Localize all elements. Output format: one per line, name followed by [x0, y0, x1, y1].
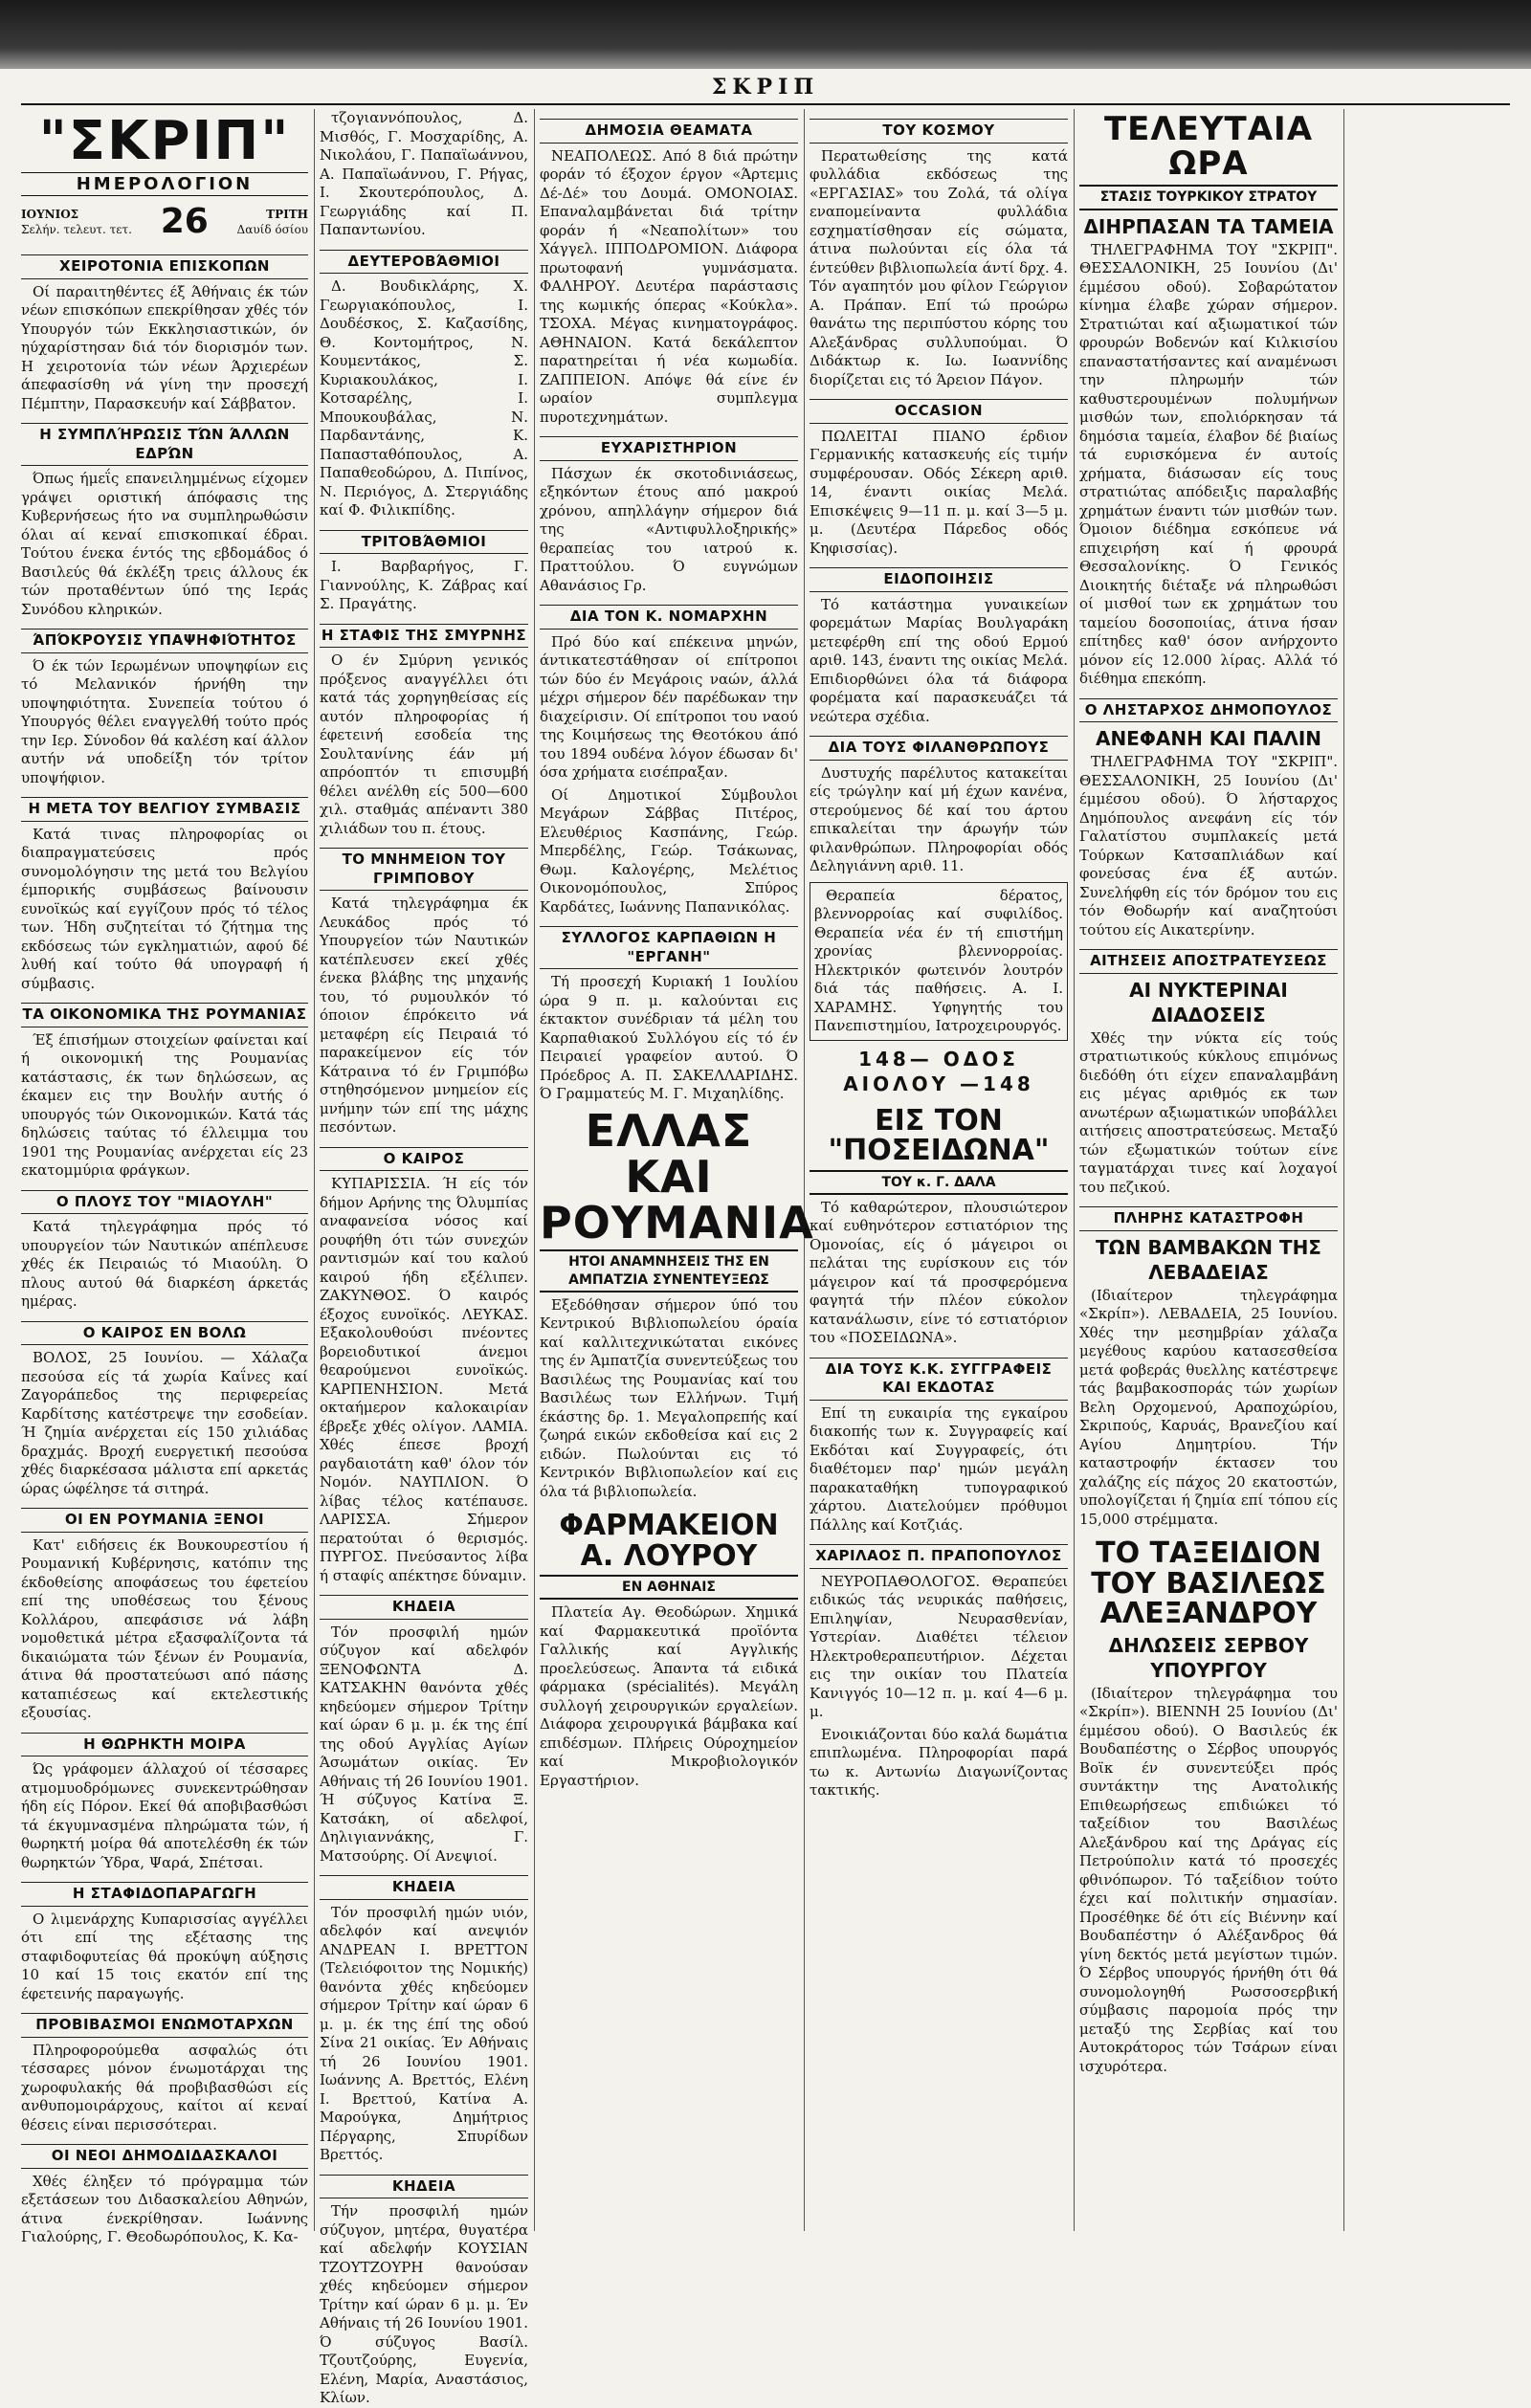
article	[1079, 1206, 1338, 1231]
article-headline: ΠΛΗΡΗΣ ΚΑΤΑΣΤΡΟΦΗ	[1079, 1206, 1338, 1231]
article-headline: ΔΙΑ ΤΟΥΣ ΦΙΛΑΝΘΡΩΠΟΥΣ	[810, 736, 1068, 761]
article-body: Οί παραιτηθέντες έξ Άθήναις έκ τών νέων επισκόπων επεκρίθησαν χθές τόν Υπουργόν τών Εκκλησιαστικών, όν ηύχαρίστησαν διά τόν διορισμόν των. Η χειροτονία τών νέων Άρχιερέων άπεφασίσθη νά γίνη την προσεχή Πέμπτην, Παρασκευήν καί Σάββατον.	[21, 282, 308, 412]
article-body: Εξεδόθησαν σήμερον ύπό του Κεντρικού Βιβλιοπωλείου όραία καί καλλιτεχνικώταται εικόνες της έν Άμπατζία συνεντεύξεως του Βασιλέως της Ρουμανίας καί του Βασιλέως των Ελλήνων. Τιμή έκάστης δρ. 1. Μεγαλοπρεπής καί ζωηρά εικών εκδοθείσα καί εις 2 ειδών. Πωλούνται εις τό Κεντρικόν Βιβλιοπωλείον καί εις όλα τά βιβλιοπωλεία.	[540, 1295, 798, 1500]
column-divider	[1343, 109, 1344, 2231]
date-weekday: ΤΡΙΤΗ	[266, 208, 308, 222]
article-headline: ΟΙ ΝΕΟΙ ΔΗΜΟΔΙΔΑΣΚΑΛΟΙ	[21, 2144, 308, 2169]
article-headline: ΔΕΥΤΕΡΟΒΆΘΜΙΟΙ	[320, 250, 528, 275]
article	[810, 1544, 1068, 1722]
article	[540, 1296, 798, 1502]
article-body: Κατά τηλεγράφημα έκ Λευκάδος πρός τό Υπουργείον τών Ναυτικών κατέπλευσεν εκεί χθές ένεκα βλάβης της μηχανής του, τό ρυμουλκόν τό όποιον έπρόκειτο νά μεταφέρη είς Πειραιά τό παρακείμενον είς τόν Κάτραινα τό έν Γριμπόβω στηθησόμενον μνημείον είς μνήμην τών επί της μάχης πεσόντων.	[320, 895, 528, 1136]
article	[810, 1199, 1068, 1348]
article-body: Κατ' ειδήσεις έκ Βουκουρεστίου ή Ρουμανική Κυβέρνησις, κατόπιν της έκδοθείσης αποφάσεως του έφετείου επί της υποθέσεως του ξένους Κολλάρου, απεφάσισε νά λάβη νομοθετικά μέτρα εξασφαλίζοντα τά δικαιώματα τών ξένων έν Ρουμανία, άτινα θά προστατεύωσι από πάσης καταπιέσεως καί εκτελεστικής εξουσίας.	[21, 1535, 308, 1722]
article	[810, 1358, 1068, 1535]
article	[320, 1595, 528, 1866]
article	[540, 436, 798, 595]
article-body: Τήν προσφιλή ημών σύζυγον, μητέρα, θυγατέρα καί αδελφήν ΚΟΥΣΙΑΝ ΤΖΟΥΤΖΟΥΡΗ θανούσαν χθές κηδεύομεν σήμερον Τρίτην καί ώραν 6 μ. μ. Έν Αθήναις τή 26 Ιουνίου 1901. Ό σύζυγος Βασίλ. Τζουτζούρης, Ευγενία, Ελένη, Μαρία, Αναστάσιος, Κλίων.	[320, 2202, 528, 2406]
article-body: ΝΕΑΠΟΛΕΩΣ. Από 8 διά πρώτην φοράν τό έξοχον έργον «Άρτεμις Δέ-Δέ» του Δουμά. ΟΜΟΝΟΙΑΣ. Επαναλαμβάνεται διά τρίτην φοράν ή «Νεαπολίτων» του Χάγγελ. ΙΠΠΟΔΡΟΜΙΟΝ. Διάφορα πρωτοφανή γυμνάσματα. ΦΑΛΗΡΟΥ. Δευτέρα παράστασις της κωμικής όπερας «Κούκλα». ΤΣΟΧΑ. Μέγας κινηματογράφος. ΑΘΗΝΑΙΟΝ. Κατά δεκάλεπτον παρατηρείται ή νέα κωμωδία. ΖΑΠΠΕΙΟΝ. Απόψε θά είνε έν ωραίον συμπλεγμα πυροτεχνημάτων.	[540, 146, 798, 426]
article	[810, 119, 1068, 389]
article-headline: Ο ΚΑΙΡΟΣ	[320, 1147, 528, 1172]
article-headline: Η ΣΤΑΦΙΔΟΠΑΡΑΓΩΓΗ	[21, 1882, 308, 1907]
article	[320, 624, 528, 839]
article-body: Οί Δημοτικοί Σύμβουλοι Μεγάρων Σάββας Πιτέρος, Ελευθέριος Κασπάνης, Γεώρ. Μπερδέλης, Γεώρ. Τσάκωνας, Θωμ. Καλογέρης, Μελέτιος Οικονομόπουλος, Σπύρος Καρδάτες, Ιωάννης Παπανικόλας.	[540, 785, 798, 916]
article	[1079, 241, 1338, 689]
article	[810, 882, 1068, 1041]
article	[320, 250, 528, 520]
clinic-ad: Θεραπεία δέρατος, βλεννορροίας καί συφιλίδος. Θεραπεία νέα έν τή επιστήμη χρονίας βλεννορροίας. Ηλεκτρικόν φωτεινόν λουτρόν διά τάς παθήσεις. Α. Ι. ΧΑΡΑΜΗΣ. Υφηγητής του Πανεπιστημίου, Ιατροχειρουργός.	[810, 882, 1068, 1041]
article-body: Ώς γράφομεν άλλαχού οί τέσσαρες ατμομυοδρόμωνες συνεκεντρώθησαν ήδη είς Πόρον. Εκεί θά αποβιβασθώσι τά έκγυμνασμένα πληρώματα τών, ή θωρηκτή μοίρα θά αποτελέσθη έκ τών θωρηκτών Ύδρα, Ψαρά, Σπέτσαι.	[21, 1760, 308, 1871]
article-headline: ΧΕΙΡΟΤΟΝΙΑ ΕΠΙΣΚΟΠΩΝ	[21, 254, 308, 279]
column-3-articles	[540, 119, 814, 1790]
article	[1079, 110, 1338, 183]
article-headline: ΑΙΤΗΣΕΙΣ ΑΠΟΣΤΡΑΤΕΥΣΕΩΣ	[1079, 949, 1338, 974]
article-headline: ΠΡΟΒΙΒΑΣΜΟΙ ΕΝΩΜΟΤΑΡΧΩΝ	[21, 2013, 308, 2038]
article	[810, 1170, 1068, 1195]
article-body: Πρό δύο καί επέκεινα μηνών, άντικατεστάθησαν οί επίτροποι τών δύο έν Μεγάροις ναών, άλλά μέχρι σήμερον δέν παρέδωκαν την διαχείρισιν. Οί επίτροποι του ναού της Κοιμήσεως της Θεοτόκου άπό του 1894 ουδένα λόγον έδωσαν δι' όσα χρήματα εισέπραξαν.	[540, 632, 798, 781]
article-body: Τή προσεχή Κυριακή 1 Ιουλίου ώρα 9 π. μ. καλούνται εις έκτακτον συνέδριαν τά μέλη του Καρπαθιακού Συλλόγου είς τό έν Πειραιεί γραφείον αυτού. Ό Πρόεδρος Α. Π. ΣΑΚΕΛΛΑΡΙΔΗΣ. Ό Γραμματεύς Μ. Γ. Μιχαηλίδης.	[540, 973, 798, 1102]
banner-headline: ΕΝ ΑΘΗΝΑΙΣ	[540, 1575, 798, 1600]
sub-headline: ΑΙ ΝΥΚΤΕΡΙΝΑΙ ΔΙΑΔΟΣΕΙΣ	[1129, 978, 1288, 1027]
running-head: ΣΚΡΙΠ	[711, 75, 820, 99]
article	[810, 567, 1068, 726]
article-body: Ενοικιάζονται δύο καλά δωμάτια επιπλωμένα. Πληροφορίαι παρά τω κ. Αντωνίω Διαγωνίζοντας τακτικής.	[810, 1725, 1068, 1800]
article-headline: ΚΗΔΕΙΑ	[320, 1875, 528, 1900]
article	[1079, 978, 1338, 1027]
article	[21, 2013, 308, 2134]
article-headline: ΆΠΌΚΡΟΥΣΙΣ ΥΠΑΨΗΦΙΌΤΗΤΟΣ	[21, 629, 308, 653]
article-body: Τόν προσφιλή ημών υιόν, αδελφόν καί ανεψιόν ΑΝΔΡΕΑΝ Ι. ΒΡΕΤΤΟΝ (Τελειόφοιτον της Νομικής) θανόντα χθές κηδεύομεν σήμερον Τρίτην καί ώραν 6 μ. μ. έκ της έπί της οδού Σίνα 21 οικίας. Έν Αθήναις τή 26 Ιουνίου 1901. Ιωάννης Α. Βρεττός, Ελένη Ι. Βρεττού, Κατίνα Α. Μαρούγκα, Δημήτριος Πέργαρης, Σπυρίδων Βρεττός.	[320, 1903, 528, 2163]
article	[540, 926, 798, 1104]
column-divider	[804, 109, 805, 2231]
masthead-subtitle: ΗΜΕΡΟΛΟΓΙΟΝ	[21, 172, 308, 196]
date-day: 26	[160, 202, 209, 242]
article-body: Ο έν Σμύρνη γενικός πρόξενος αναγγέλλει ότι κατά τάς χορηγηθείσας είς αυτόν πληροφορίας ή έφετεινή εσοδεία της Σουλτανίνης έάν μή απρόοπτόν τι επισυμβή θέλει ανέλθη είς 500—600 χιλ. σταθμάς απέναντι 380 χιλιάδων του π. έτους.	[320, 652, 528, 837]
column-6	[1349, 109, 1510, 2231]
article	[21, 423, 308, 619]
article-body: Πλατεία Αγ. Θεοδώρων. Χημικά καί Φαρμακευτικά προϊόντα Γαλλικής καί Αγγλικής προελεύσεως. Άπαντα τά ειδικά φάρμακα (spécialités). Μεγάλη συλλογή χειρουργικών εργαλείων. Διάφορα χειρουργικά βάμβακα καί επιδέσμων. Πλήρεις Ούροχημείον καί Μικροβιολογικόν Εργαστήριον.	[540, 1603, 798, 1789]
big-headline: ΕΛΛΑΣ ΚΑΙ ΡΟΥΜΑΝΙΑ	[540, 1104, 814, 1249]
article	[540, 1575, 798, 1600]
column-4-articles	[810, 119, 1068, 1800]
date-moon: Σελήν. τελευτ. τετ.	[21, 222, 132, 236]
article	[21, 1508, 308, 1723]
article-headline: Ο ΠΛΟΥΣ ΤΟΥ "ΜΙΑΟΥΛΗ"	[21, 1190, 308, 1215]
header-rule	[21, 103, 1510, 105]
article-headline: ΔΙΑ ΤΟΥΣ Κ.Κ. ΣΥΓΓΡΑΦΕΙΣ ΚΑΙ ΕΚΔΟΤΑΣ	[810, 1358, 1068, 1401]
article-body: Πάσχων έκ σκοτοδινιάσεως, εξηκόντων έτους από μακρού χρόνου, απηλλάγην σήμερον διά της «Αντιφυλλοξηρικής» θεραπείας του ιατρού κ. Πραττούλου. Ό ευγνώμων Αθανάσιος Γρ.	[540, 464, 798, 594]
article-headline: ΤΟΥ ΚΟΣΜΟΥ	[810, 119, 1068, 144]
article	[540, 1511, 798, 1571]
banner-headline: ΤΟΥ κ. Γ. ΔΑΛΑ	[810, 1170, 1068, 1195]
ad-title: ΕΙΣ ΤΟΝ "ΠΟΣΕΙΔΩΝΑ"	[828, 1103, 1050, 1167]
article	[1079, 1538, 1338, 1629]
article	[21, 1190, 308, 1312]
article	[320, 1875, 528, 2165]
sub-headline: ΤΩΝ ΒΑΜΒΑΚΩΝ ΤΗΣ ΛΕΒΑΔΕΙΑΣ	[1096, 1235, 1321, 1284]
article-body: ΤΗΛΕΓΡΑΦΗΜΑ ΤΟΥ "ΣΚΡΙΠ". ΘΕΣΣΑΛΟΝΙΚΗ, 25 Ιουνίου (Δι' έμμέσου οδού). Σοβαρώτατον κίνημα έλαβε χώραν σήμερον. Στρατιώται καί αξιωματικοί τών φρουρών Βοδενών καί Κιλκισίου επαναστατήσαντες καί αναμένωσι την πληρωμήν τών καθυστερουμένων πολυμήνων μισθών των, επολιόρκησαν τά δημόσια ταμεία, έλαβον δέ βιαίως τά ευρισκόμενα έν αυτοίς χρήματα, διάσωσαν είς τους στρατιώτας απόδειξις παραλαβής χρημάτων έναντι τών μισθών των. Όμοιον διέδημα εσκόπευε νά επιχειρήση καί ή φρουρά Θεσσαλονίκης. Ό Γενικός Διοικητής διέταξε νά πληρωθώσι οί μισθοί των εκ χρημάτων του ταμείου δοσοποιίας, άτινα ήσαν επίτηδες καθ' όσον ανήρχοντο μόνον είς 12.000 λίρας. Αλλά τό διέθημα επεκόπη.	[1079, 240, 1338, 688]
article	[320, 1147, 528, 1586]
article	[21, 797, 308, 993]
big-headline: ΤΕΛΕΥΤΑΙΑ ΩΡΑ	[1103, 110, 1314, 183]
article	[320, 530, 528, 614]
article-body: ΝΕΥΡΟΠΑΘΟΛΟΓΟΣ. Θεραπεύει ειδικώς τάς νευρικάς παθήσεις, Επιληψίαν, Νευρασθενίαν, Υστερίαν. Διαθέτει τέλειον Ηλεκτροθεραπευτήριον. Δέχεται εις την οικίαν του Πλατεία Κανιγγός 10—12 π. μ. καί 4—6 μ. μ.	[810, 1572, 1068, 1721]
column-divider	[314, 109, 315, 2231]
article-body: Τό κατάστημα γυναικείων φορεμάτων Μαρίας Βουλγαράκη μετεφέρθη επί της οδού Ερμού αριθ. 143, έναντι της οικίας Μελά. Επιδιορθώνει όλα τά διάφορα φορέματα καί παρασκευάζει τά νεώτερα σχέδια.	[810, 595, 1068, 725]
article-body: τζογιαννόπουλος, Δ. Μισθός, Γ. Μοσχαρίδης, Α. Νικολάου, Γ. Παπαϊωάννου, Α. Παπαϊωάννου, Γ. Ρήγας, Ι. Σκουτερόπουλος, Δ. Γεωργιάδης καί Π. Παπαντωνίου.	[320, 109, 528, 238]
top-torn-edge	[0, 0, 1531, 69]
article	[21, 1733, 308, 1873]
article-headline: Η ΘΩΡΗΚΤΗ ΜΟΙΡΑ	[21, 1733, 308, 1757]
article	[1079, 726, 1338, 751]
article	[1079, 1633, 1338, 1683]
banner-headline: ΗΤΟΙ ΑΝΑΜΝΗΣΕΙΣ ΤΗΣ ΕΝ ΑΜΠΑΤΖΙΑ ΣΥΝΕΝΤΕΥΞΕΩΣ	[540, 1249, 798, 1292]
article-body: (Ιδιαίτερον τηλεγράφημα «Σκρίπ»). ΛΕΒΑΔΕΙΑ, 25 Ιουνίου. Χθές την μεσημβρίαν χάλαζα μεγέθους καρύου κατασεσθείσα μετά φοβεράς θυελλης κατέστρεψε τάς βαμβακοσποράς τών χωρίων Βελη Ορχομενού, Αραποχώρίου, Σκριπούς, Καρυάς, Βρανεζίου καί Αγίου Δημητρίου. Τήν καταστροφήν έκτασεν του χαλάζης είς πάχος 20 εκατοστών, υπολογίζεται ή ζημία επί τόπου είς 15,000 στρέμματα.	[1079, 1286, 1338, 1528]
column-2	[320, 109, 528, 2406]
masthead-title: "ΣΚΡΙΠ"	[38, 110, 291, 172]
column-5	[1079, 109, 1338, 2231]
article-headline: OCCASION	[810, 399, 1068, 424]
article	[320, 2175, 528, 2408]
article-body: ΒΟΛΟΣ, 25 Ιουνίου. — Χάλαζα πεσούσα είς τά χωρία Καΐνες καί Ζαγοράπεδος της περιφερείας Καρδίτσης κατέστρεψε την εσοδείαν. Ή ζημία ανέρχεται είς 150 χιλιάδας δραχμάς. Βροχή ευεργετική πεσούσα χθές διαρκέσασα μάλιστα επί αρκετάς ώρας ώφέλησε τά σιτηρά.	[21, 1349, 308, 1497]
column-divider	[1074, 109, 1075, 2231]
article-headline: ΣΥΛΛΟΓΟΣ ΚΑΡΠΑΘΙΩΝ Η "ΕΡΓΑΝΗ"	[540, 926, 798, 969]
article-body: Περατωθείσης της κατά φυλλάδια εκδόσεως της «ΕΡΓΑΣΙΑΣ» του Ζολά, τά ολίγα εναπομείναντα φυλλάδια εσχηματίσθησαν είς σώματα, άτινα πωλούνται είς όλα τά έντεύθεν βιβλιοπωλεία άντί δρχ. 4. Τόν αγαπητόν μου φίλον Γεώργιον Α. Πράπαν. Επί τώ προώρω θανάτω της περιπύστου κόρης του Αλεξάνδρας συλλυπούμαι. Ό Διδάκτωρ κ. Ιω. Ιωαννίδης διορίζεται εις τό Άρειον Πάγον.	[810, 146, 1068, 388]
article-headline: ΕΥΧΑΡΙΣΤΗΡΙΟΝ	[540, 436, 798, 461]
article	[810, 736, 1068, 876]
article	[810, 399, 1068, 558]
article-body: Ι. Βαρβαρήγος, Γ. Γιαννούλης, Κ. Ζάβρας καί Σ. Πραγάτης.	[320, 558, 528, 612]
article	[1079, 1685, 1338, 2077]
article-headline: ΚΗΔΕΙΑ	[320, 2175, 528, 2199]
article	[21, 254, 308, 413]
article-headline: ΤΟ ΜΝΗΜΕΙΟΝ ΤΟΥ ΓΡΙΜΠΟΒΟΥ	[320, 848, 528, 891]
article	[540, 1249, 798, 1292]
article-body: ΠΩΛΕΙΤΑΙ ΠΙΑΝΟ έρδιον Γερμανικής κατασκευής είς τιμήν συμφέρουσαν. Οδός Σέκερη αριθ. 14, έναντι οικίας Μελά. Επισκέψεις 9—11 π. μ. καί 3—5 μ. μ. (Δευτέρα Πάρεδος οδός Κηφισσίας).	[810, 427, 1068, 557]
article-headline: ΟΙ ΕΝ ΡΟΥΜΑΝΙΑ ΞΕΝΟΙ	[21, 1508, 308, 1533]
article	[1079, 185, 1338, 210]
article	[1079, 698, 1338, 723]
article	[810, 1103, 1068, 1167]
article-headline: Ο ΛΗΣΤΑΡΧΟΣ ΔΗΜΟΠΟΥΛΟΣ	[1079, 698, 1338, 723]
article-headline: ΔΗΜΟΣΙΑ ΘΕΑΜΑΤΑ	[540, 119, 798, 144]
article	[21, 1003, 308, 1181]
article-headline: ΔΙΑ ΤΟΝ Κ. ΝΟΜΑΡΧΗΝ	[540, 605, 798, 630]
banner-headline: ΣΤΑΣΙΣ ΤΟΥΡΚΙΚΟΥ ΣΤΡΑΤΟΥ	[1079, 185, 1338, 210]
article	[21, 1321, 308, 1499]
dateline	[21, 200, 308, 245]
article	[21, 629, 308, 787]
article	[320, 109, 528, 240]
article	[540, 119, 798, 427]
column-2-articles	[320, 109, 528, 2408]
article	[21, 1882, 308, 2003]
column-1-articles	[21, 254, 308, 2247]
article	[810, 1047, 1068, 1096]
article	[540, 1603, 798, 1790]
column-1	[21, 109, 308, 2246]
article-headline: ΕΙΔΟΠΟΙΗΣΙΣ	[810, 567, 1068, 592]
article-body: Όπως ήμεΐς επανειλημμένως είχομεν γράψει οριστική άπόφασις της Κυβερνήσεως ήτο να συμπληρωθώσιν όλαι αί κεναί επισκοπικαί έδραι. Τούτου ένεκα έντός της εβδομάδος ό Βασιλεύς θά έκλέξη τρεις άλλους έκ τών προταθέντων ύπό της Ιεράς Συνόδου κληρικών.	[21, 470, 308, 618]
article-body: ΚΥΠΑΡΙΣΣΙΑ. Ή είς τόν δήμον Αρήνης της Όλυμπίας αναφανείσα νόσος καί ρουφήθη ότι τών συνεχών ραντισμών καί του καλού καιρού ήδη εξέλιπεν. ΖΑΚΥΝΘΟΣ. Ό καιρός έξοχος ευνοϊκός. ΛΕΥΚΑΣ. Εξακολουθούσι πνέοντες βορειοδυτικοί άνεμοι θεαρούμενοι ευνοϊκώς. ΚΑΡΠΕΝΗΣΙΟΝ. Μετά οκταήμερον καλοκαιρίαν έβρεξε χθές ολίγον. ΛΑΜΙΑ. Χθές έπεσε βροχή ραγδαιοτάτη καθ' όλον τόν Νομόν. ΝΑΥΠΛΙΟΝ. Ό λίβας τέλος κατέπαυσε. ΛΑΡΙΣΣΑ. Σήμερον περατούται ό θερισμός. ΠΥΡΓΟΣ. Πνεύσαντος λίβα ή σταφίς απέκτησε δύναμιν.	[320, 1175, 528, 1584]
article-body: Χθές έληξεν τό πρόγραμμα τών εξετάσεων του Διδασκαλείου Αθηνών, άτινα ένεκρίθησαν. Ιωάννης Γιαλούρης, Γ. Θεοδωρόπουλος, Κ. Κα-	[21, 2172, 308, 2246]
article-body: Πληροφορούμεθα ασφαλώς ότι τέσσαρες μόνον ένωμοτάρχαι της χωροφυλακής θά προβιβασθώσι είς ανθυπομοιράρχους, καίτοι αί κεναί θέσεις είναι περισσότεραι.	[21, 2041, 308, 2133]
article	[1079, 949, 1338, 974]
article-headline: Η ΣΤΑΦΙΣ ΤΗΣ ΣΜΥΡΝΗΣ	[320, 624, 528, 649]
article	[540, 786, 798, 917]
date-saint: Δαυίδ όσίου	[236, 222, 308, 236]
article-body: Έξ έπισήμων στοιχείων φαίνεται καί ή οικονομική της Ρουμανίας κατάστασις, έκ των δηλώσεων, ας έκαμεν εις την Βουλήν αυτής ό υπουργός τών Οικονομικών. Κατά τάς δηλώσεις ταύτας τό έλλειμμα του 1901 της Ρουμανίας ανέρχεται είς 23 εκατομμύρια φράγκων.	[21, 1030, 308, 1180]
article-body: Χθές την νύκτα είς τούς στρατιωτικούς κύκλους επιμόνως διεδόθη ότι είχεν επαναλαμβάνη εις μέγας αριθμός εκ των ανωτέρων αξιωματικών υποβάλλει αιτήσεις αποστρατεύσεως. Μεταξύ τών εξωματικών τούτων είνε ταγματάρχαι τινες καί λοχαγοί του πεζικού.	[1079, 1028, 1338, 1196]
article	[320, 848, 528, 1138]
article	[540, 1104, 814, 1249]
article-body: ΤΗΛΕΓΡΑΦΗΜΑ ΤΟΥ "ΣΚΡΙΠ". ΘΕΣΣΑΛΟΝΙΚΗ, 25 Ιουνίου (Δι' έμμέσου οδού). Ό λήσταρχος Δημόπουλος ανεφάνη είς τόν Γαλατίστου συμπλακείς μετά Τούρκων Κατσαπλιάδων καί φονεύσας ένα έξ αυτών. Συνελήφθη είς τόν δρόμον του εις τόν Θοδωρήν καί αναζητούσι τούτου είς Αικατερίνην.	[1079, 753, 1338, 939]
article-body: (Ιδιαίτερον τηλεγράφημα του «Σκρίπ»). ΒΙΕΝΝΗ 25 Ιουνίου (Δι' έμμέσου οδού). Ο Βασιλεύς έκ Βουδαπέστης ο Σέρβος υπουργός Βοϊκ έν συνεντεύξει πρός συντάκτην της Ανατολικής Επιθεωρήσεως επιδιώκει τό ταξείδιον του Βασιλέως Αλεξάνδρου καί της Δράγας είς Πετρούπολιν κατά τό προσεχές φθινόπωρον. Τό ταξείδιον τούτο έχει καί πολιτικήν σημασίαν. Προσέθηκε δέ ότι είς Βιέννην καί Βουδαπέστην ό Αλέξανδρος θά γίνη δεκτός μετά μεγίστων τιμών. Ό Σέρβος υπουργός ήρνήθη ότι θά συνομολογηθή Ρωσσοσερβική σύμβασις παρομοία πρός την μεταξύ της Σερβίας καί του Αυτοκράτορος τών Τσάρων είναι ισχυρότερα.	[1079, 1684, 1338, 2075]
article	[1079, 1029, 1338, 1198]
article-headline: ΧΑΡΙΛΑΟΣ Π. ΠΡΑΠΟΠΟΥΛΟΣ	[810, 1544, 1068, 1569]
address-line: 148— ΟΔΟΣ ΑΙΟΛΟΥ —148	[843, 1047, 1034, 1095]
column-4	[810, 109, 1068, 2231]
article-headline: Η ΜΕΤΑ ΤΟΥ ΒΕΛΓΙΟΥ ΣΥΜΒΑΣΙΣ	[21, 797, 308, 822]
sub-headline: ΑΝΕΦΑΝΗ ΚΑΙ ΠΑΛΙΝ	[1095, 727, 1322, 751]
article-body: Επί τη ευκαιρία της εγκαίρου διακοπής των κ. Συγγραφείς καί Εκδόται καί Συγγραφείς, ότι διαθέτομεν παρ' ημών μεγάλη παρακαταθήκη τυπογραφικού χάρτου. Διατελούμεν πρόθυμοι Πάλλης καί Κοτζιάς.	[810, 1403, 1068, 1534]
article	[810, 1726, 1068, 1800]
sub-headline: ΔΗΛΩΣΕΙΣ ΣΕΡΒΟΥ ΥΠΟΥΡΓΟΥ	[1108, 1633, 1309, 1682]
article	[1079, 1235, 1338, 1285]
article-body: Ο λιμενάρχης Κυπαρισσίας αγγέλλει ότι επί της εξέτασης της σταφιδοφυτείας θά προκύψη αύξησις 10 καί 15 τοις εκατόν επί της έφετεινής παραγωγής.	[21, 1910, 308, 2002]
article-body: Κατά τινας πληροφορίας οι διαπραγματεύσεις πρός συνομολόγησιν της μετά του Βελγίου έμπορικής συμβάσεως βαίνουσιν ευνοϊκώς καί εγγίζουν πρός τό τέλος των. Ήδη συζητείται τό ζήτημα της εκδόσεως τών εγκληματιών, αφού δέ λυθή καί τούτο θά υπογραφή ή σύμβασις.	[21, 825, 308, 992]
column-3	[540, 109, 814, 2231]
date-month: ΙΟΥΝΙΟΣ	[21, 208, 79, 222]
article-headline: Ο ΚΑΙΡΟΣ ΕΝ ΒΟΛΩ	[21, 1321, 308, 1346]
ad-title: ΦΑΡΜΑΚΕΙΟΝ Α. ΛΟΥΡΟΥ	[559, 1509, 779, 1573]
article-headline: Η ΣΥΜΠΛΉΡΩΣΙΣ ΤΏΝ ΆΛΛΩΝ ΕΔΡΏΝ	[21, 423, 308, 466]
article-headline: ΚΗΔΕΙΑ	[320, 1595, 528, 1620]
article-body: Τό καθαρώτερον, πλουσιώτερον καί ευθηνότερον εστιατόριον της Ομονοίας, είς ό μάγειροι οι πελάται της ευρίσκουν εις τόν μάγειρον καί τά προσφερόμενα φαγητά τήν πλέον εύκολον κατανάλωσιν, είνε τό εστιατόριον του «ΠΟΣΕΙΔΩΝΑ».	[810, 1198, 1068, 1347]
article	[540, 605, 798, 783]
ad-title: ΤΟ ΤΑΞΕΙΔΙΟΝ ΤΟΥ ΒΑΣΙΛΕΩΣ ΑΛΕΞΑΝΔΡΟΥ	[1091, 1536, 1326, 1631]
article-body: Δ. Βουδικλάρης, Χ. Γεωργιακόπουλος, Ι. Δουδέσκος, Σ. Καζασίδης, Θ. Κοντομήτρος, Ν. Κουμεντάκος, Σ. Κυριακουλάκος, Ι. Κοτσαρέλης, Ι. Μπουκουβάλας, Ν. Παρδαντάνης, Κ. Παπασταθόπουλος, Α. Παπαθεοδώρου, Δ. Πιπίνος, Ν. Περιόγος, Δ. Στεργιάδης καί Φ. Φιλικπίδης.	[320, 277, 528, 519]
article-body: Ό έκ τών Ιερωμένων υποψηφίων εις τό Μελανικόν ήρνήθη την υποψηφιότητα. Συνεπεία τούτου ό Υπουργός θέλει εναγγελθή τούτο πρός την Ιερ. Σύνοδον θά καλέση καί άλλον αυτήν νά υποδείξη τόν τρίτον υποψήφιον.	[21, 656, 308, 786]
article	[21, 2144, 308, 2247]
sub-headline: ΔΙΗΡΠΑΣΑΝ ΤΑ ΤΑΜΕΙΑ	[1083, 214, 1334, 238]
column-5-articles	[1079, 110, 1338, 2076]
column-divider	[534, 109, 535, 2231]
article	[1079, 753, 1338, 939]
article	[1079, 214, 1338, 239]
article-body: Τόν προσφιλή ημών σύζυγον καί αδελφόν ΞΕΝΟΦΩΝΤΑ Δ. ΚΑΤΣΑΚΗΝ θανόντα χθές κηδεύομεν σήμερον Τρίτην καί ώραν 6 μ. μ. έκ της έπί της οδού Αγγλίας Αγίων Άσωμάτων οικίας. Έν Αθήναις τή 26 Ιουνίου 1901. Ή σύζυγος Κατίνα Ξ. Κατσάκη, οί αδελφοί, Δηλιγιαννάκης, Γ. Ματσούρης. Οί Ανεψιοί.	[320, 1623, 528, 1865]
article-body: Κατά τηλεγράφημα πρός τό υπουργείον τών Ναυτικών απέπλευσε χθές έκ Πειραιώς τό Μιαούλη. Ό πλους αυτού θά διαρκέση άρκετάς ημέρας.	[21, 1218, 308, 1311]
article-headline: ΤΑ ΟΙΚΟΝΟΜΙΚΑ ΤΗΣ ΡΟΥΜΑΝΙΑΣ	[21, 1003, 308, 1027]
article-headline: ΤΡΙΤΟΒΆΘΜΙΟΙ	[320, 530, 528, 555]
article-body: Δυστυχής παρέλυτος κατακείται είς τρώγλην καί μή έχων κανένα, στερούμενος δέ καί του άρτου επικαλείται την άρωγήν τών φιλανθρώπων. Πληροφορίαι οδός Δεληγιάννη αριθ. 11.	[810, 763, 1068, 874]
article	[1079, 1287, 1338, 1530]
